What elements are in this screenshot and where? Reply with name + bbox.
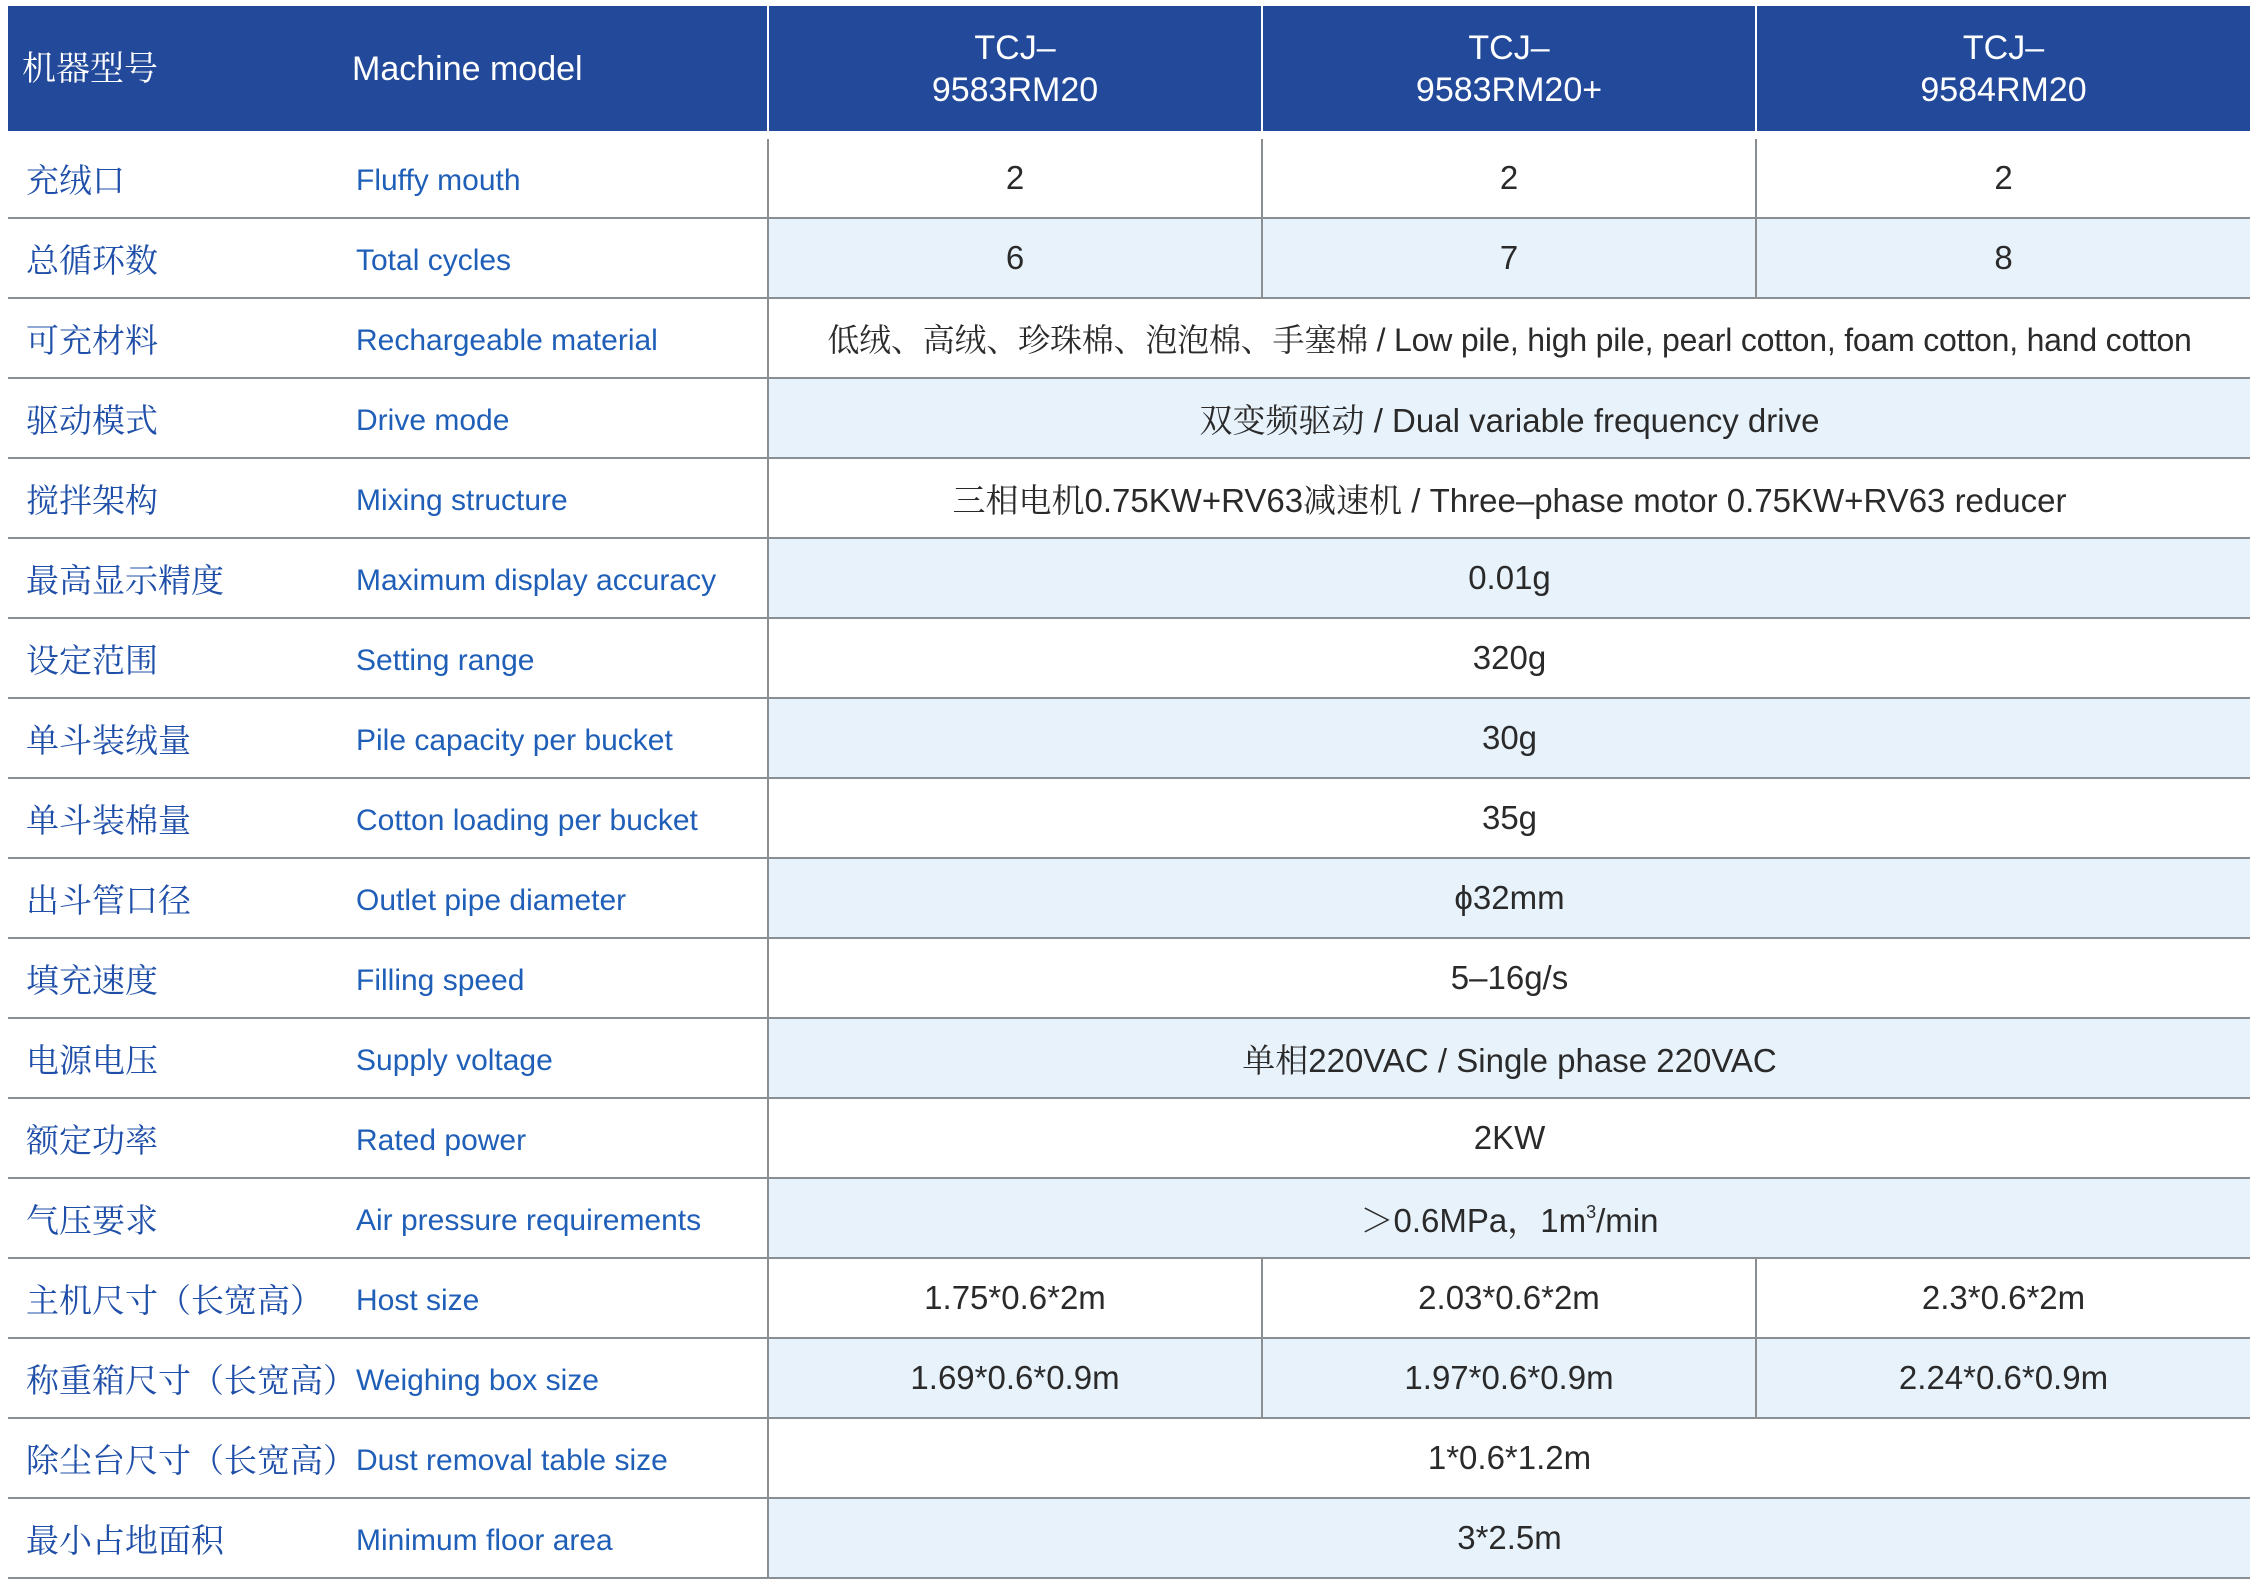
row-material <box>8 298 2250 378</box>
value-model-2: 2.03*0.6*2m <box>1262 1258 1756 1338</box>
value-all-models: 低绒、高绒、珍珠棉、泡泡棉、手塞棉 / Low pile, high pile, pearl cotton, foam cotton, hand cotton <box>768 298 2250 378</box>
value-model-1: 1.69*0.6*0.9m <box>768 1338 1262 1418</box>
label-en: Outlet pipe diameter <box>342 858 768 938</box>
label-en: Pile capacity per bucket <box>342 698 768 778</box>
row-filling-speed <box>8 938 2250 1018</box>
label-en: Supply voltage <box>342 1018 768 1098</box>
label-en: Filling speed <box>342 938 768 1018</box>
header-model-2 <box>1262 6 1756 131</box>
value-all-models: 320g <box>768 618 2250 698</box>
model-3-line2: 9584RM20 <box>1920 70 2087 109</box>
label-en: Mixing structure <box>342 458 768 538</box>
label-en: Rechargeable material <box>342 298 768 378</box>
label-zh: 出斗管口径 <box>8 858 342 938</box>
value-all-models: 1*0.6*1.2m <box>768 1418 2250 1498</box>
row-outlet-pipe <box>8 858 2250 938</box>
label-zh: 气压要求 <box>8 1178 342 1258</box>
value-all-models: ϕ32mm <box>768 858 2250 938</box>
label-en: Drive mode <box>342 378 768 458</box>
label-en: Minimum floor area <box>342 1498 768 1578</box>
value-all-models <box>768 1178 2250 1258</box>
label-zh: 称重箱尺寸（长宽高） <box>8 1338 342 1418</box>
label-zh: 充绒口 <box>8 139 342 218</box>
value-model-1: 6 <box>768 218 1262 298</box>
row-total-cycles <box>8 218 2250 298</box>
row-mixing-structure <box>8 458 2250 538</box>
value-all-models: 三相电机0.75KW+RV63减速机 / Three–phase motor 0.75KW+RV63 reducer <box>768 458 2250 538</box>
row-floor-area <box>8 1498 2250 1578</box>
value-model-3: 2.24*0.6*0.9m <box>1756 1338 2250 1418</box>
row-cotton-loading <box>8 778 2250 858</box>
value-model-3: 2.3*0.6*2m <box>1756 1258 2250 1338</box>
model-1-line2: 9583RM20 <box>931 70 1099 109</box>
air-pressure-tail: /min <box>1596 1201 1659 1239</box>
label-zh: 可充材料 <box>8 298 342 378</box>
value-all-models: 单相220VAC / Single phase 220VAC <box>768 1018 2250 1098</box>
label-zh: 主机尺寸（长宽高） <box>8 1258 342 1338</box>
label-zh: 最小占地面积 <box>8 1498 342 1578</box>
row-supply-voltage <box>8 1018 2250 1098</box>
label-en: Air pressure requirements <box>342 1178 768 1258</box>
row-pile-capacity <box>8 698 2250 778</box>
row-host-size <box>8 1258 2250 1338</box>
header-label-zh: 机器型号 <box>8 6 342 131</box>
row-fluffy-mouth <box>8 139 2250 218</box>
row-drive-mode <box>8 378 2250 458</box>
air-pressure-main: ＞0.6MPa，1m <box>1360 1201 1587 1239</box>
label-zh: 电源电压 <box>8 1018 342 1098</box>
label-zh: 搅拌架构 <box>8 458 342 538</box>
label-en: Fluffy mouth <box>342 139 768 218</box>
row-dust-table <box>8 1418 2250 1498</box>
header-model-1 <box>768 6 1262 131</box>
value-model-3: 8 <box>1756 218 2250 298</box>
spec-table-container <box>8 6 2250 1579</box>
value-all-models: 3*2.5m <box>768 1498 2250 1578</box>
model-1-line1: TCJ– <box>974 28 1056 67</box>
value-all-models: 0.01g <box>768 538 2250 618</box>
label-zh: 除尘台尺寸（长宽高） <box>8 1418 342 1498</box>
spec-table <box>8 6 2250 1579</box>
header-label-en: Machine model <box>342 6 768 131</box>
value-all-models: 30g <box>768 698 2250 778</box>
label-en: Cotton loading per bucket <box>342 778 768 858</box>
label-zh: 驱动模式 <box>8 378 342 458</box>
value-all-models: 2KW <box>768 1098 2250 1178</box>
value-model-3: 2 <box>1756 139 2250 218</box>
row-air-pressure <box>8 1178 2250 1258</box>
value-model-2: 1.97*0.6*0.9m <box>1262 1338 1756 1418</box>
label-en: Host size <box>342 1258 768 1338</box>
row-weighing-box <box>8 1338 2250 1418</box>
value-model-2: 7 <box>1262 218 1756 298</box>
row-rated-power <box>8 1098 2250 1178</box>
model-2-line1: TCJ– <box>1468 28 1550 67</box>
label-en: Total cycles <box>342 218 768 298</box>
value-model-2: 2 <box>1262 139 1756 218</box>
label-en: Dust removal table size <box>342 1418 768 1498</box>
value-model-1: 2 <box>768 139 1262 218</box>
air-pressure-superscript: 3 <box>1586 1201 1597 1222</box>
value-all-models: 双变频驱动 / Dual variable frequency drive <box>768 378 2250 458</box>
label-en: Maximum display accuracy <box>342 538 768 618</box>
header-row <box>8 6 2250 131</box>
model-3-line1: TCJ– <box>1962 28 2045 67</box>
label-zh: 填充速度 <box>8 938 342 1018</box>
value-model-1: 1.75*0.6*2m <box>768 1258 1262 1338</box>
model-2-line2: 9583RM20+ <box>1415 70 1603 109</box>
label-en: Setting range <box>342 618 768 698</box>
label-zh: 总循环数 <box>8 218 342 298</box>
header-model-3 <box>1756 6 2250 131</box>
row-display-accuracy <box>8 538 2250 618</box>
label-en: Weighing box size <box>342 1338 768 1418</box>
label-zh: 设定范围 <box>8 618 342 698</box>
row-setting-range <box>8 618 2250 698</box>
label-zh: 额定功率 <box>8 1098 342 1178</box>
label-zh: 最高显示精度 <box>8 538 342 618</box>
label-en: Rated power <box>342 1098 768 1178</box>
label-zh: 单斗装绒量 <box>8 698 342 778</box>
value-all-models: 5–16g/s <box>768 938 2250 1018</box>
label-zh: 单斗装棉量 <box>8 778 342 858</box>
value-all-models: 35g <box>768 778 2250 858</box>
